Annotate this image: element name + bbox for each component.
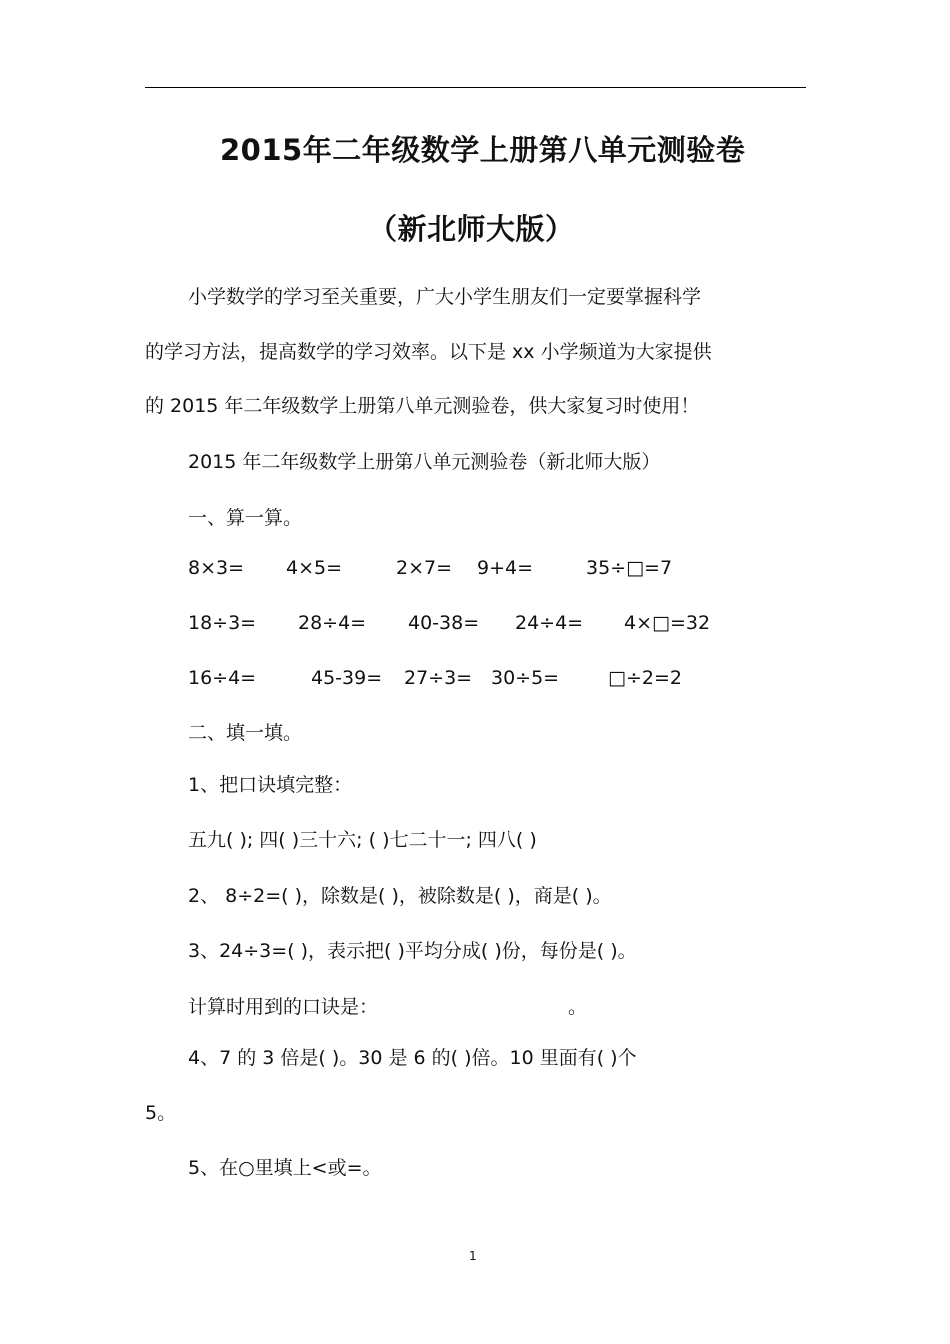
question-1-body: 五九( ); 四( )三十六; ( )七二十一; 四八( ) <box>188 829 537 851</box>
calc-item: 9+4= <box>477 557 534 579</box>
calc-item: 45-39= <box>311 667 383 689</box>
intro-line-3: 的 2015 年二年级数学上册第八单元测验卷，供大家复习时使用！ <box>145 395 700 417</box>
page-number: 1 <box>469 1249 477 1263</box>
question-3-note-end: 。 <box>568 996 588 1018</box>
calc-item: □÷2=2 <box>608 667 682 689</box>
question-2: 2、 8÷2=( )，除数是( )，被除数是( )，商是( )。 <box>188 885 612 907</box>
calc-item: 40-38= <box>408 612 480 634</box>
calc-item: 4×□=32 <box>624 612 711 634</box>
intro-line-1: 小学数学的学习至关重要，广大小学生朋友们一定要掌握科学 <box>188 286 702 308</box>
calc-item: 16÷4= <box>188 667 257 689</box>
question-3: 3、24÷3=( )，表示把( )平均分成( )份，每份是( )。 <box>188 940 637 962</box>
header-rule <box>145 87 806 88</box>
section-2-heading: 二、填一填。 <box>188 722 303 744</box>
question-4-line-1: 4、7 的 3 倍是( )。30 是 6 的( )倍。10 里面有( )个 <box>188 1047 637 1069</box>
calc-item: 4×5= <box>286 557 343 579</box>
worksheet-heading: 2015 年二年级数学上册第八单元测验卷（新北师大版） <box>188 451 661 473</box>
intro-line-2: 的学习方法，提高数学的学习效率。以下是 xx 小学频道为大家提供 <box>145 341 712 363</box>
calc-item: 35÷□=7 <box>586 557 673 579</box>
document-title: 2015年二年级数学上册第八单元测验卷 <box>220 133 746 167</box>
question-5: 5、在○里填上<或=。 <box>188 1157 382 1179</box>
calc-item: 8×3= <box>188 557 245 579</box>
calc-item: 28÷4= <box>298 612 367 634</box>
calc-item: 30÷5= <box>491 667 560 689</box>
question-4-line-2: 5。 <box>145 1102 177 1124</box>
question-1-prompt: 1、把口诀填完整： <box>188 774 353 796</box>
document-subtitle-edition: （新北师大版） <box>368 212 575 246</box>
section-1-heading: 一、算一算。 <box>188 507 303 529</box>
question-3-note: 计算时用到的口诀是： <box>188 996 379 1018</box>
calc-item: 24÷4= <box>515 612 584 634</box>
calc-item: 2×7= <box>396 557 453 579</box>
calc-item: 27÷3= <box>404 667 473 689</box>
calc-item: 18÷3= <box>188 612 257 634</box>
